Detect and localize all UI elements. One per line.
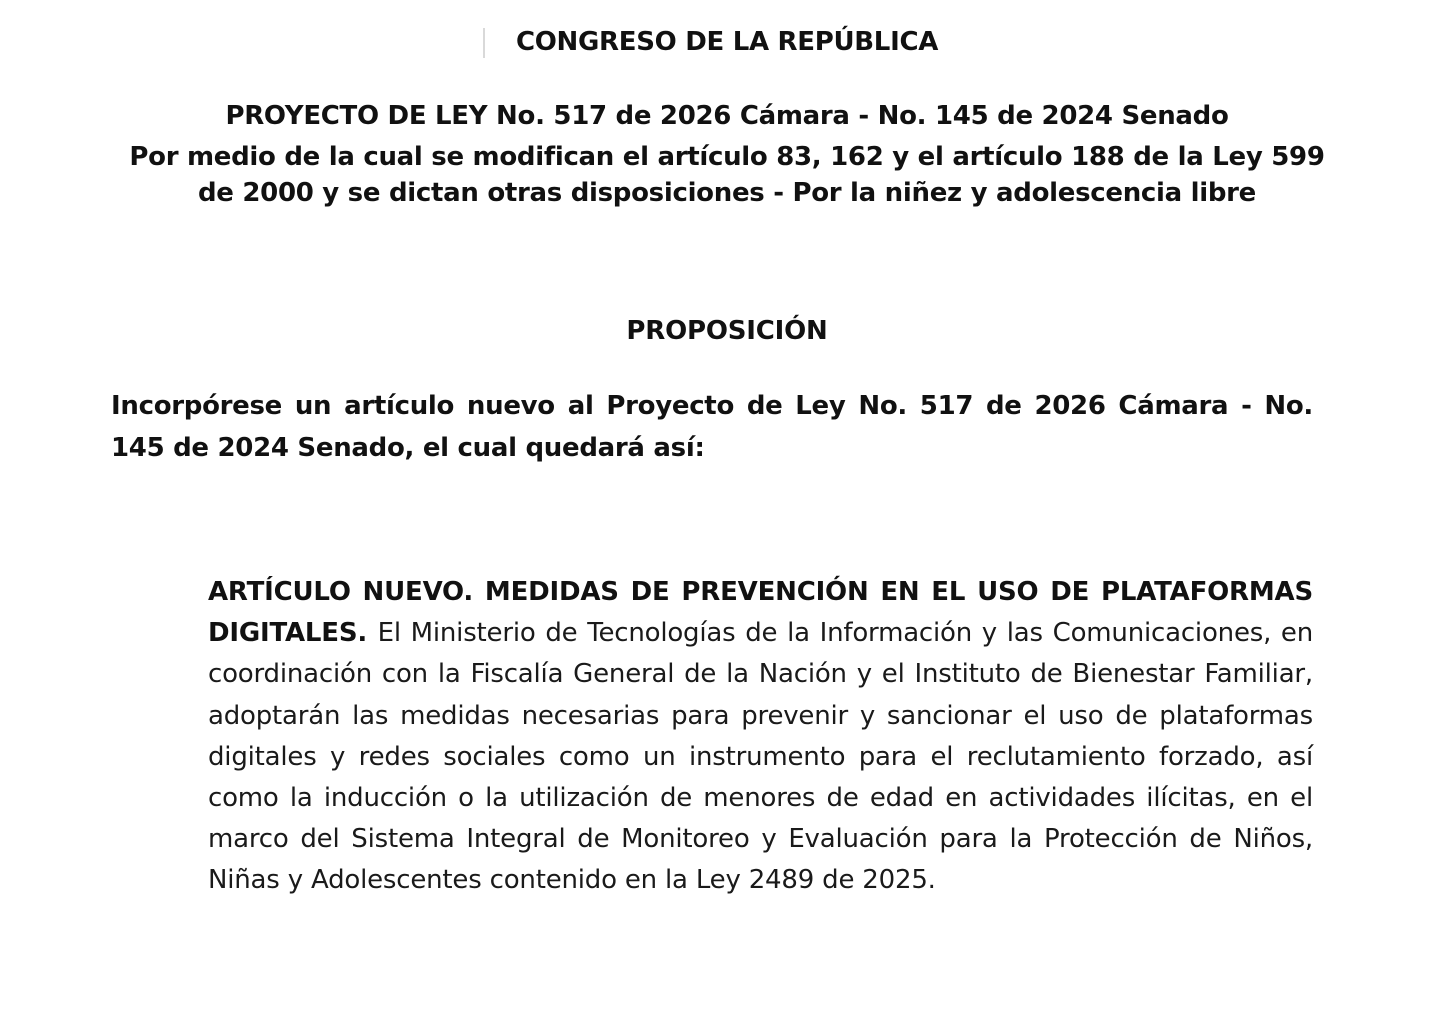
article-body: El Ministerio de Tecnologías de la Información y las Comunicaciones, en coordinación con la Fiscalía General de la Nación y el Instituto de Bienestar Familiar, adoptarán las medidas necesarias para prevenir y sancionar el uso de plataformas digitales y redes sociales como un instrumento para el reclutamiento forzado, así como la inducción o la utilización de menores de edad en actividades ilícitas, en el marco del Sistema Integral de Monitoreo y Evaluación para la Protección de Niños, Niñas y Adolescentes contenido en la Ley 2489 de 2025. <box>208 618 1313 896</box>
proposal-intro: Incorpórese un artículo nuevo al Proyecto de Ley No. 517 de 2026 Cámara - No. 145 de 2024 Senado, el cual quedará así: <box>111 391 1313 463</box>
new-article <box>208 572 1313 902</box>
article-heading: ARTÍCULO NUEVO. MEDIDAS DE PREVENCIÓN EN EL USO DE PLATAFORMAS DIGITALES. <box>208 577 1313 649</box>
bill-number-heading: PROYECTO DE LEY No. 517 de 2026 Cámara - No. 145 de 2024 Senado <box>225 101 1229 131</box>
congress-header: CONGRESO DE LA REPÚBLICA <box>515 27 939 57</box>
proposal-heading: PROPOSICIÓN <box>626 316 828 346</box>
bill-title: Por medio de la cual se modifican el artículo 83, 162 y el artículo 188 de la Ley 599 de 2000 y se dictan otras disposiciones - Por la niñez y adolescencia libre <box>129 142 1325 208</box>
